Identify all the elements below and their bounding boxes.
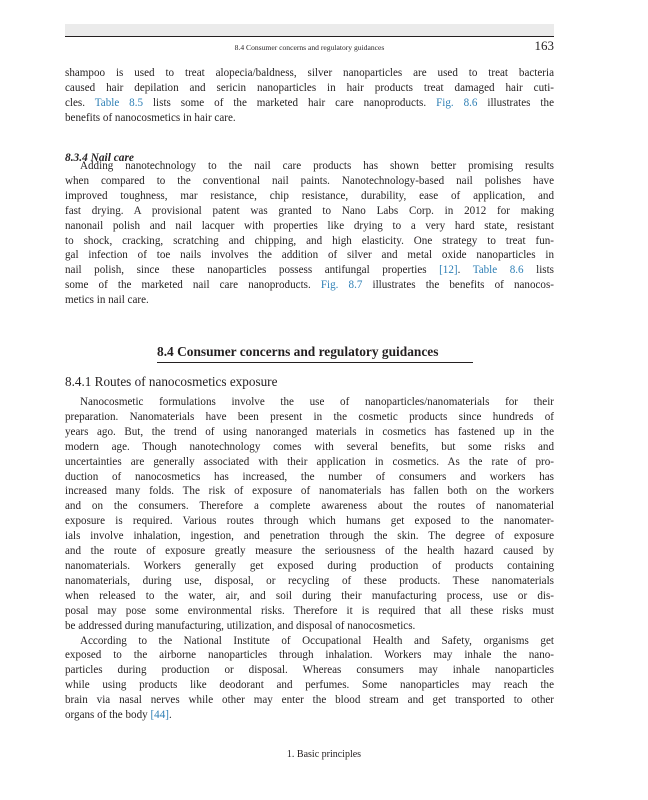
text-line: to shock, cracking, scratching and chipping, and high elasticity. One strategy to treat fun- bbox=[65, 234, 554, 247]
text-line: nail polish, since these nanoparticles possess antifungal properties [12]. Table 8.6 lists bbox=[65, 264, 554, 277]
text-line: benefits of nanocosmetics in hair care. bbox=[65, 111, 236, 124]
text-line: Nanocosmetic formulations involve the use of nanoparticles/nanomaterials for their bbox=[80, 396, 554, 408]
text-line: metics in nail care. bbox=[65, 294, 149, 307]
text-line: Adding nanotechnology to the nail care products has shown better promising results bbox=[80, 160, 554, 172]
text-line: gal infection of toe nails involves the addition of silver and metal oxide nanoparticles in bbox=[65, 249, 554, 262]
reference-12-link[interactable]: [12] bbox=[439, 264, 458, 277]
text-line: some of the marketed nail care nanoproducts. Fig. 8.7 illustrates the benefits of nanocos- bbox=[65, 279, 554, 292]
text-line: caused hair depilation and sericin nanoparticles in hair products treat damaged hair cuti- bbox=[65, 81, 554, 94]
text-line: shampoo is used to treat alopecia/baldness, silver nanoparticles are used to treat bacteria bbox=[65, 67, 554, 79]
text-line: nanomaterials. Workers generally get exposed during production of products containing bbox=[65, 559, 554, 572]
text-line: while using products like deodorant and perfumes. Some nanoparticles may reach the bbox=[65, 679, 554, 692]
section-heading-8-4-text: 8.4 Consumer concerns and regulatory guidances bbox=[157, 344, 439, 359]
text-line: nanomaterials, during use, disposal, or recycling of these products. These nanomaterials bbox=[65, 574, 554, 587]
table-8-5-link[interactable]: Table 8.5 bbox=[94, 96, 144, 109]
text-line: modern age. Though nanotechnology comes with several benefits, but some risks and bbox=[65, 440, 554, 453]
text-line: brain via nasal nerves while other may enter the blood stream and get transported to other bbox=[65, 694, 554, 707]
table-8-6-link[interactable]: Table 8.6 bbox=[472, 264, 524, 277]
section-heading-8-4 bbox=[157, 343, 473, 363]
paragraph-hair-care-continued bbox=[65, 66, 554, 126]
text-line: ials involve inhalation, ingestion, and penetration through the skin. The degree of exposure bbox=[65, 530, 554, 543]
text-line: improved toughness, mar resistance, chip resistance, durability, ease of application, and bbox=[65, 189, 554, 202]
section-heading-8-4-1: 8.4.1 Routes of nanocosmetics exposure bbox=[65, 374, 278, 389]
text-line: particles during production or disposal. Whereas consumers may inhale nanoparticles bbox=[65, 664, 554, 677]
text-line: exposed to the airborne nanoparticles through inhalation. Workers may inhale the nano- bbox=[65, 649, 554, 662]
text-line: According to the National Institute of Occupational Health and Safety, organisms get bbox=[80, 634, 554, 647]
fig-8-6-link[interactable]: Fig. 8.6 bbox=[436, 96, 478, 109]
footer-part-title: 1. Basic principles bbox=[286, 749, 362, 760]
paragraph-routes-of-exposure bbox=[65, 395, 554, 723]
text-line: years ago. But, the trend of using nanoranged materials in cosmetics has fastened up in the bbox=[65, 425, 554, 438]
text-line: fast drying. A provisional patent was granted to Nano Labs Corp. in 2012 for making bbox=[65, 204, 554, 217]
text-line: posal may pose some environmental risks. Therefore it is required that all these risks must bbox=[65, 604, 554, 617]
text-line: and the route of exposure greatly measure the seriousness of the health hazard caused by bbox=[65, 545, 554, 558]
text-line: organs of the body [44]. bbox=[65, 709, 172, 722]
text-line: exposure is required. Various routes through which humans get exposed to the nanomater- bbox=[65, 515, 554, 528]
section-heading-rule bbox=[157, 362, 473, 363]
header-band bbox=[65, 24, 554, 36]
text-line: cles. Table 8.5 lists some of the marketed hair care nanoproducts. Fig. 8.6 illustrates the bbox=[65, 96, 554, 109]
paragraph-nail-care bbox=[65, 159, 554, 308]
text-line: when released to the water, air, and soil during their manufacturing process, use or dis- bbox=[65, 589, 554, 602]
text-line: preparation. Nanomaterials have been present in the cosmetic products since hundreds of bbox=[65, 410, 554, 423]
text-line: duction of nanocosmetics has increased, the number of consumers and workers has bbox=[65, 470, 554, 483]
text-line: be addressed during manufacturing, utilization, and disposal of nanocosmetics. bbox=[65, 619, 416, 632]
running-head: 8.4 Consumer concerns and regulatory guidances bbox=[234, 43, 385, 52]
text-line: when compared to the conventional nail paints. Nanotechnology-based nail polishes have bbox=[65, 174, 554, 187]
section-heading-8-3-4: 8.3.4 Nail care bbox=[65, 152, 134, 164]
text-line: increased many folds. The risk of exposure of nanomaterials has fallen both on the workers bbox=[65, 485, 554, 498]
header-rule bbox=[65, 36, 554, 37]
text-line: uncertainties are generally associated with their application in cosmetics. As the rate of pro- bbox=[65, 455, 554, 468]
reference-44-link[interactable]: [44] bbox=[150, 709, 169, 722]
fig-8-7-link[interactable]: Fig. 8.7 bbox=[320, 279, 363, 292]
text-line: nanonail polish and nail lacquer with properties like drying to a very hard state, resistant bbox=[65, 219, 554, 232]
text-line: and on the consumers. Therefore a complete awareness about the routes of nanomaterial bbox=[65, 500, 554, 513]
page-number: 163 bbox=[534, 38, 554, 53]
